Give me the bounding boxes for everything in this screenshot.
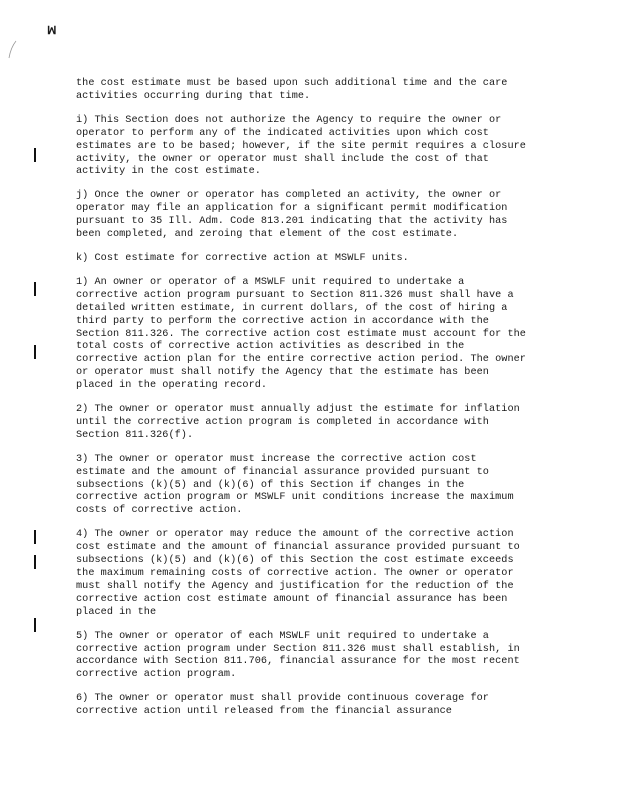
paragraph-k-heading: k) Cost estimate for corrective action at MSWLF units.	[76, 252, 409, 264]
paragraph-j: j) Once the owner or operator has completed an activity, the owner or operator may file an application for a significant permit modification pursuant to 35 Ill. Adm. Code 813.201 indicating that the activity has been completed, and zeroing that element of the cost estimate.	[76, 190, 508, 241]
paragraph-i: i) This Section does not authorize the Agency to require the owner or operator to perform any of the indicated activities upon which cost estimates are to be based; however, if the site permit requires a closure activity, the owner or operator must shall include the cost of that activity in the cost estimate.	[76, 114, 526, 178]
revision-bar	[34, 282, 36, 296]
revision-bar	[34, 618, 36, 632]
revision-bar	[34, 345, 36, 359]
paragraph-k1: 1) An owner or operator of a MSWLF unit required to undertake a corrective action program pursuant to Section 811.326 must shall have a detailed written estimate, in current dollars, of the cost of hiring a third party to perform the corrective action in accordance with the Section 811.326. The corrective action cost estimate must account for the total costs of corrective action activities as described in the corrective action plan for the entire corrective action period. The owner or operator must shall notify the Agency that the estimate has been placed in the operating record.	[76, 276, 526, 392]
revision-bar	[34, 148, 36, 162]
revision-bar	[34, 530, 36, 544]
paragraph-k4: 4) The owner or operator may reduce the amount of the corrective action cost estimate and the amount of financial assurance provided pursuant to subsections (k)(5) and (k)(6) of this Section the cost estimate exceeds the maximum remaining costs of corrective action. The owner or operator must shall notify the Agency and justification for the reduction of the corrective action cost estimate amount of financial assurance has been placed in the	[76, 529, 520, 618]
revision-bar	[34, 555, 36, 569]
paragraph-continuation: the cost estimate must be based upon such additional time and the care activities occurring during that time.	[76, 78, 508, 102]
paragraph-k6: 6) The owner or operator must shall provide continuous coverage for corrective action until released from the financial assurance	[76, 693, 489, 718]
document-body	[76, 78, 526, 730]
paragraph-k3: 3) The owner or operator must increase the corrective action cost estimate and the amount of financial assurance provided pursuant to subsections (k)(5) and (k)(6) of this Section if changes in the corrective action program or MSWLF unit conditions increase the maximum costs of corrective action.	[76, 453, 514, 517]
paragraph-k5: 5) The owner or operator of each MSWLF unit required to undertake a corrective action program under Section 811.326 must shall establish, in accordance with Section 811.706, financial assurance for the most recent corrective action program.	[76, 630, 520, 681]
page-corner-mark: ꟽ	[47, 26, 57, 38]
paragraph-k2: 2) The owner or operator must annually adjust the estimate for inflation until the corrective action program is completed in accordance with Section 811.326(f).	[76, 404, 520, 441]
margin-scribble-icon	[6, 40, 20, 60]
